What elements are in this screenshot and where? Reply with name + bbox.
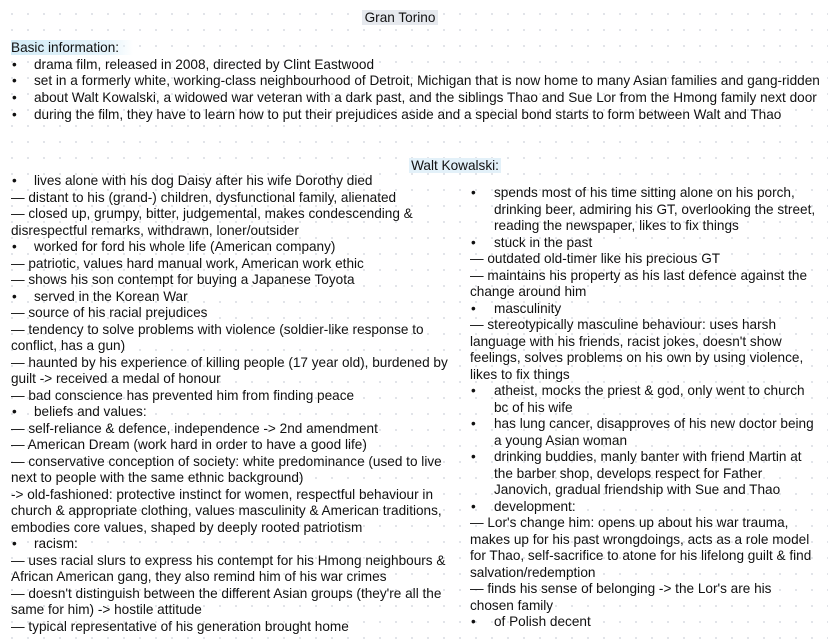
walt-detail-line: — American Dream (work hard in order to have a good life) <box>11 437 367 452</box>
bullet-icon: • <box>12 90 17 106</box>
bullet-text: atheist, mocks the priest & god, only went to church bc of his wife <box>494 383 805 415</box>
bullet-text: stuck in the past <box>494 234 593 250</box>
walt-right-column <box>470 185 818 631</box>
walt-detail-line: — patriotic, values hard manual work, American work ethic <box>11 255 364 271</box>
walt-detail-line: — closed up, grumpy, bitter, judgemental, makes condescending & disrespectful remarks, withdrawn, loner/outsider <box>11 206 413 238</box>
walt-detail-line: — typical representative of his generation brought home <box>11 618 349 634</box>
bullet-text: lives alone with his dog Daisy after his wife Dorothy died <box>34 173 373 188</box>
note-title-text: Gran Torino <box>362 10 439 25</box>
bullet-icon: • <box>12 536 17 551</box>
walt-detail-line: — shows his son contempt for buying a Japanese Toyota <box>11 272 355 287</box>
walt-bullet-item <box>11 239 461 256</box>
walt-detail-line: — conservative conception of society: white predominance (used to live next to people with the same ethnic background) <box>11 453 442 485</box>
walt-bullet-item <box>470 383 818 416</box>
basic-info-item <box>11 73 821 90</box>
bullet-text: development: <box>494 498 576 514</box>
bullet-icon: • <box>471 449 476 464</box>
walt-detail-line: — outdated old-timer like his precious GT <box>470 251 721 266</box>
walt-bullet-item <box>11 404 461 421</box>
bullet-text: beliefs and values: <box>34 404 147 419</box>
walt-detail-line: — source of his racial prejudices <box>11 305 208 320</box>
walt-bullet-item <box>470 449 818 499</box>
bullet-text: masculinity <box>494 300 562 316</box>
walt-bullet-item <box>470 614 818 631</box>
walt-detail-line: — stereotypically masculine behaviour: uses harsh language with his friends, racist jokes, doesn't show feelings, solves problems on his own by using violence, likes to fix things <box>470 317 804 382</box>
bullet-icon: • <box>471 300 476 316</box>
bullet-text: during the film, they have to learn how to put their prejudices aside and a special bond starts to form between Walt and Thao <box>34 106 782 122</box>
basic-info-item <box>11 57 821 74</box>
walt-bullet-item <box>470 499 818 516</box>
bullet-text: about Walt Kowalski, a widowed war veteran with a dark past, and the siblings Thao and Sue Lor from the Hmong family next door <box>34 90 817 106</box>
walt-detail-line: — doesn't distinguish between the different Asian groups (they're all the same for him) -> hostile attitude <box>11 585 442 617</box>
walt-bullet-item <box>470 185 818 235</box>
bullet-text: served in the Korean War <box>34 288 188 304</box>
walt-detail-line: -> old-fashioned: protective instinct for women, respectful behaviour in church & appropriate clothing, values masculinity & American traditions, embodies core values, shaped by deeply rooted patriotism <box>11 486 442 535</box>
walt-bullet-item <box>470 235 818 252</box>
walt-detail-line: — self-reliance & defence, independence -> 2nd amendment <box>11 420 378 436</box>
basic-info-item <box>11 107 821 124</box>
walt-bullet-item <box>11 536 461 553</box>
basic-info-item <box>11 90 821 107</box>
bullet-icon: • <box>12 73 17 89</box>
walt-detail-line: — bad conscience has prevented him from finding peace <box>11 387 355 403</box>
walt-detail-line: — uses racial slurs to express his contempt for his Hmong neighbours & African American gang, they also remind him of his war crimes <box>11 552 446 584</box>
walt-heading-text: Walt Kowalski: <box>411 158 499 173</box>
bullet-icon: • <box>12 239 17 254</box>
walt-detail-line: — tendency to solve problems with violence (soldier-like response to conflict, has a gun) <box>11 321 424 353</box>
bullet-text: drinking buddies, manly banter with friend Martin at the barber shop, develops respect for Father Janovich, gradual friendship with Sue and Thao <box>494 449 802 497</box>
bullet-text: worked for ford his whole life (American company) <box>34 239 336 254</box>
walt-bullet-item <box>470 301 818 318</box>
bullet-icon: • <box>12 173 17 188</box>
walt-bullet-item <box>11 289 461 306</box>
bullet-icon: • <box>471 498 476 514</box>
walt-detail-line: — finds his sense of belonging -> the Lor's are his chosen family <box>470 581 772 613</box>
bullet-text: set in a formerly white, working-class neighbourhood of Detroit, Michigan that is now home to many Asian families and gang-ridden <box>34 73 820 89</box>
walt-bullet-item <box>470 416 818 449</box>
bullet-icon: • <box>12 106 17 122</box>
bullet-icon: • <box>471 234 476 250</box>
walt-detail-line: — haunted by his experience of killing people (17 year old), burdened by guilt -> received a medal of honour <box>11 354 448 386</box>
bullet-text: has lung cancer, disapproves of his new doctor being a young Asian woman <box>494 416 814 448</box>
basic-info-heading-text: Basic information: <box>11 40 133 55</box>
walt-detail-line: — Lor's change him: opens up about his war trauma, makes up for his past wrongdoings, acts as a role model for Thao, self-sacrifice to atone for his lifelong guilt & find salvation/redemption <box>470 515 812 580</box>
bullet-text: racism: <box>34 536 78 551</box>
bullet-icon: • <box>471 416 476 431</box>
bullet-text: spends most of his time sitting alone on his porch, drinking beer, admiring his GT, overlooking the street, reading the newspaper, likes to fix things <box>494 185 816 233</box>
walt-bullet-item <box>11 173 461 190</box>
bullet-text: of Polish decent <box>494 614 591 629</box>
walt-detail-line: — maintains his property as his last defence against the change around him <box>470 267 808 299</box>
bullet-icon: • <box>12 404 17 419</box>
bullet-icon: • <box>12 56 17 72</box>
walt-left-column <box>11 173 461 635</box>
bullet-icon: • <box>471 614 476 629</box>
bullet-icon: • <box>471 185 476 200</box>
basic-info-heading <box>11 40 821 57</box>
basic-info-list <box>11 57 821 124</box>
basic-info-section <box>11 40 821 124</box>
bullet-icon: • <box>12 288 17 304</box>
bullet-icon: • <box>471 383 476 398</box>
bullet-text: drama film, released in 2008, directed by Clint Eastwood <box>34 56 375 72</box>
note-title <box>0 9 800 26</box>
walt-detail-line: — distant to his (grand-) children, dysfunctional family, alienated <box>11 189 397 205</box>
